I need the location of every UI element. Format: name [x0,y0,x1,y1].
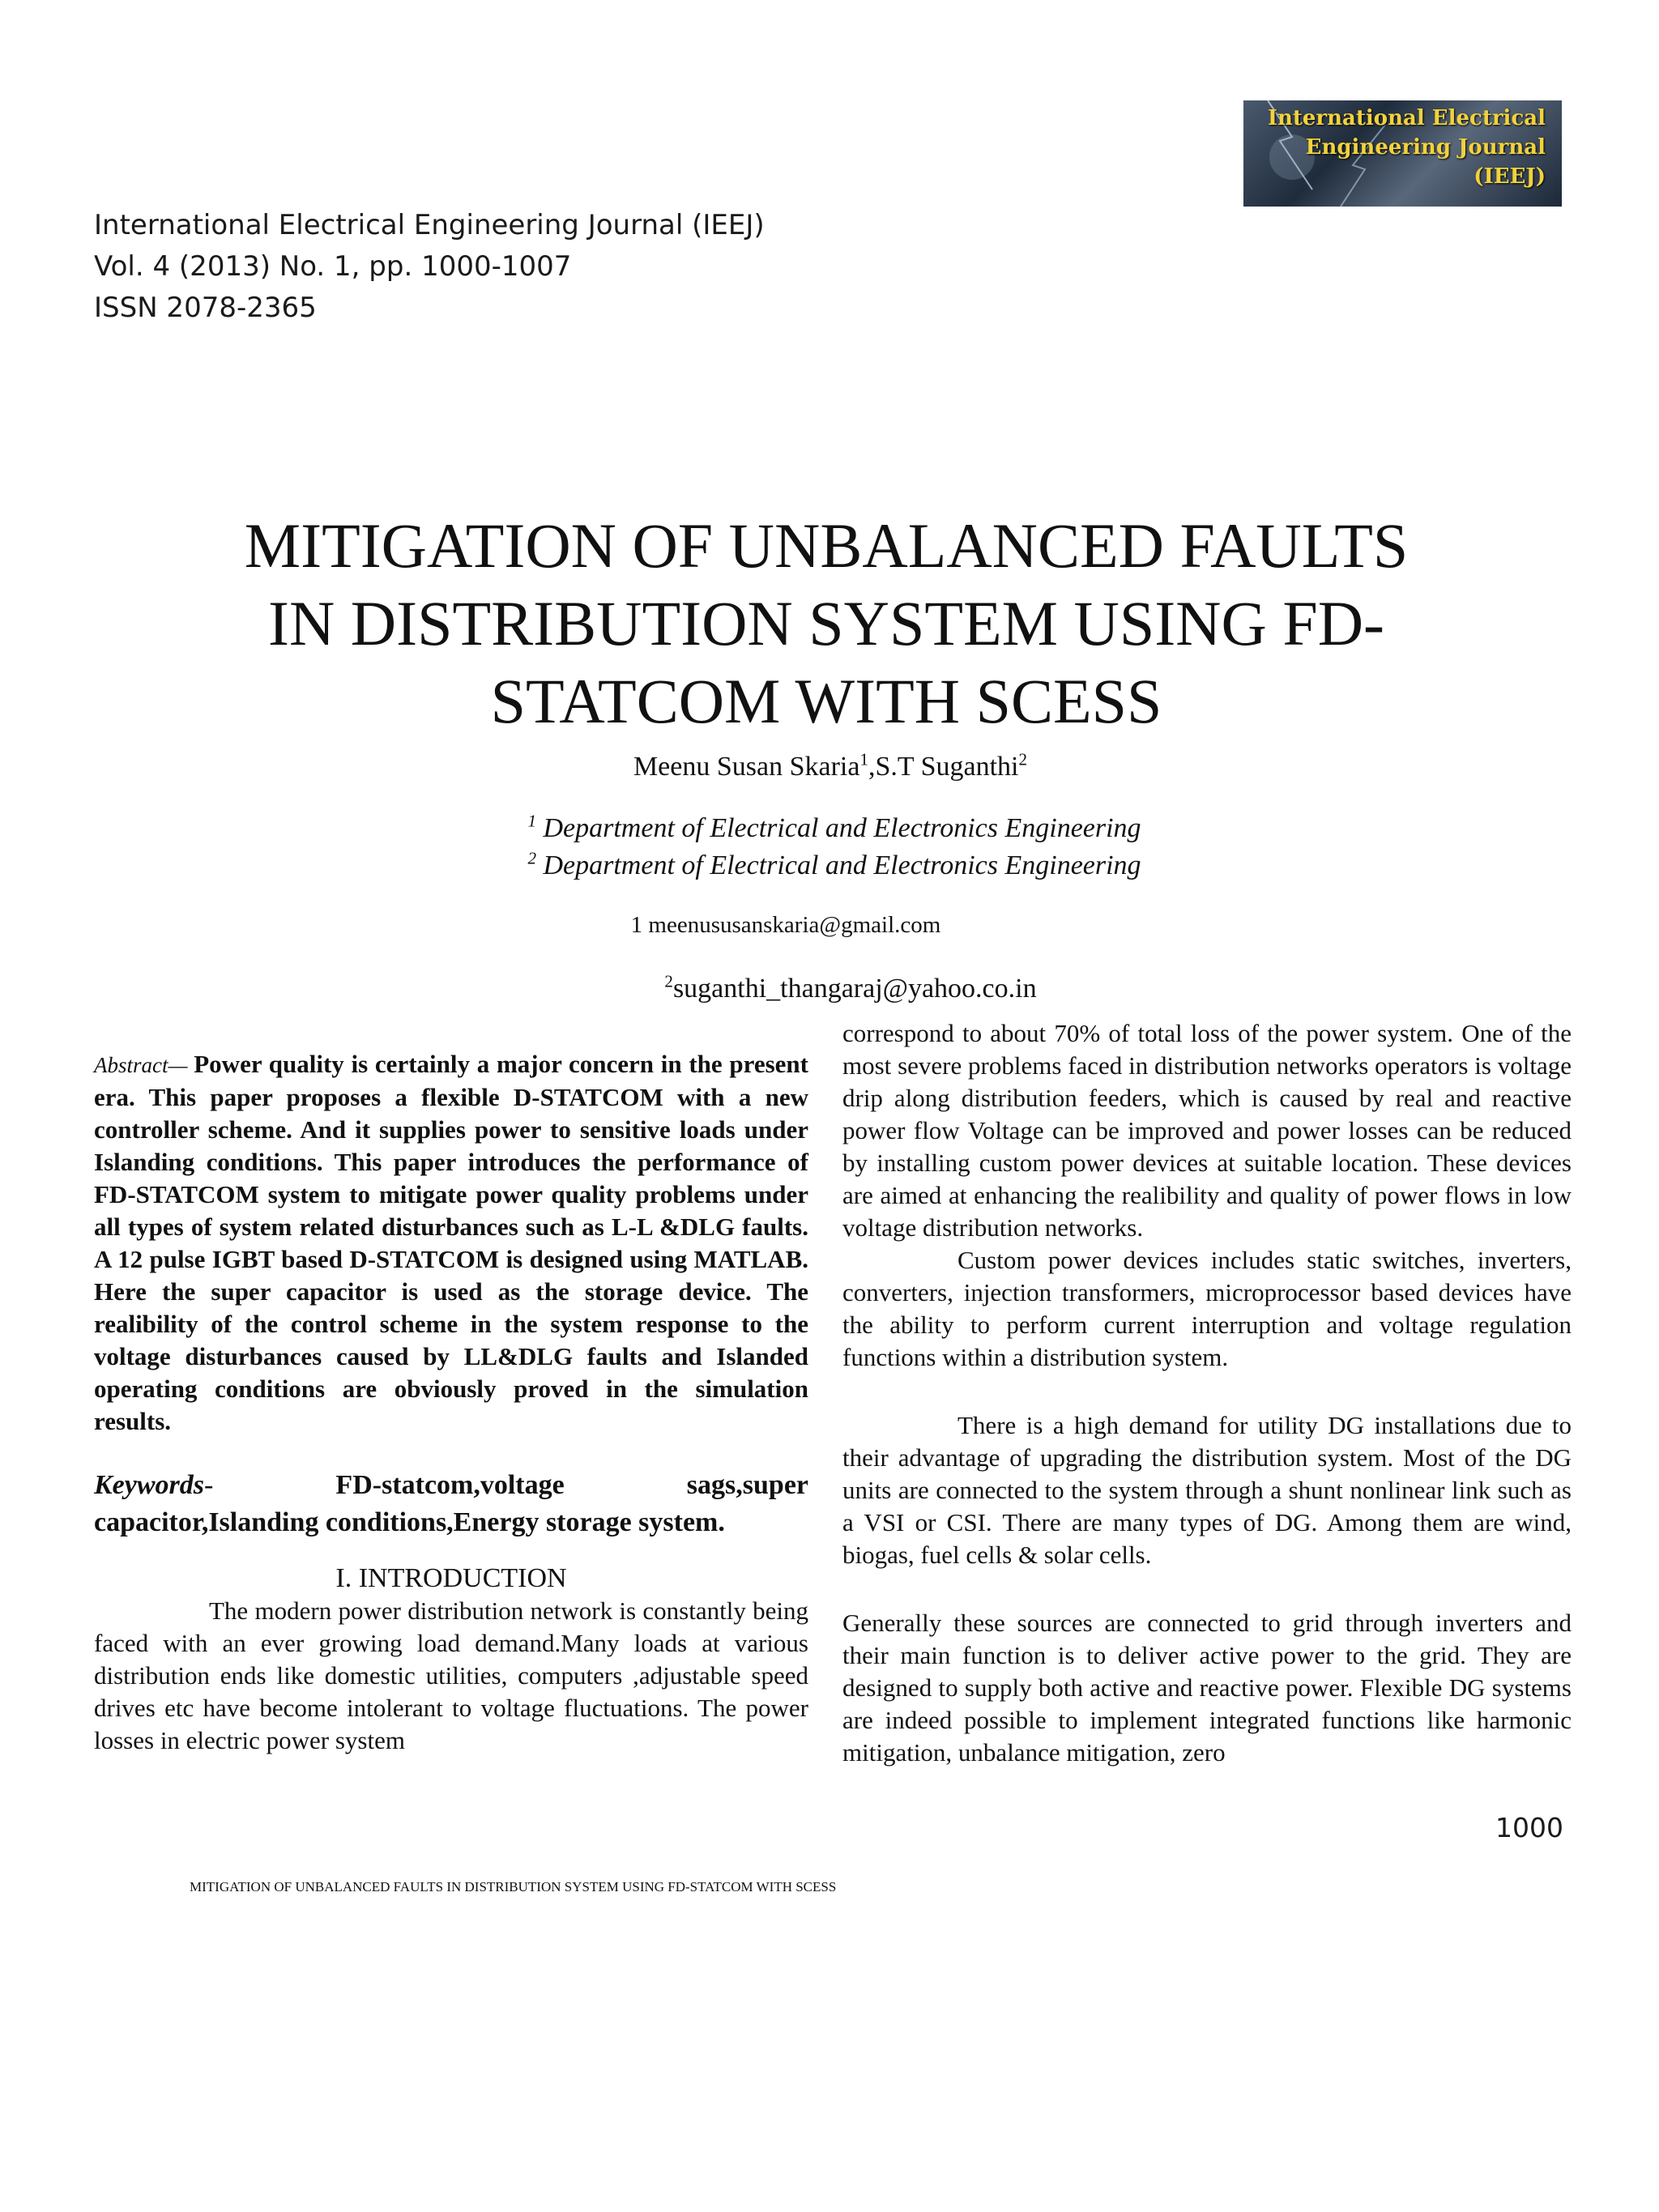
logo-wordmark [1268,104,1546,191]
email-2 [527,971,1175,1004]
logo-line-2: Engineering Journal [1305,135,1546,160]
logo-line-1: International Electrical [1267,106,1546,130]
page-footer: MITIGATION OF UNBALANCED FAULTS IN DISTRIBUTION SYSTEM USING FD-STATCOM WITH SCESS [190,1879,837,1894]
affiliation-2 [405,850,1264,881]
affiliation-2-mark: 2 [527,848,536,868]
introduction-paragraph-1: The modern power distribution network is constantly being faced with an ever growing load demand.Many loads at various distribution ends like domestic utilities, computers ,adjustable speed drives etc have become intolerant to voltage fluctuations. The power losses in electric power system [94,1596,808,1754]
abstract-label: Abstract [94,1053,168,1077]
right-column [842,1017,1572,1769]
section-heading-introduction: I. INTRODUCTION [335,1563,567,1593]
email-2-address: suganthi_thangaraj@yahoo.co.in [672,974,1037,1004]
keywords-label: Keywords [94,1470,204,1500]
abstract-text: Power quality is certainly a major concern in the present era. This paper proposes a flexible D-STATCOM with a new controller scheme. And it supplies power to sensitive loads under Islanding conditions. This paper introduces the performance of FD-STATCOM system to mitigate power quality problems under all types of system related disturbances such as L-L &DLG faults. A 12 pulse IGBT based D-STATCOM is designed using MATLAB. Here the super capacitor is used as the storage device. The realibility of the control scheme in the system response to the voltage disturbances caused by LL&DLG faults and Islanded operating conditions are obviously proved in the simulation results. [94,1050,809,1435]
author-list [486,749,1175,782]
left-column [94,1048,808,1757]
keywords-dash: - [204,1470,336,1500]
title-line-1: MITIGATION OF UNBALANCED FAULTS [244,510,1409,581]
title-line-2: IN DISTRIBUTION SYSTEM USING FD- [267,588,1385,658]
affiliation-2-text: Department of Electrical and Electronics Engineering [543,850,1141,880]
keywords-text: FD-statcom,voltage sags,super capacitor,Islanding conditions,Energy storage system. [94,1470,808,1537]
abstract-dash: — [168,1053,194,1077]
right-paragraph-4: Generally these sources are connected to grid through inverters and their main function is to deliver active power to the grid. They are designed to supply both active and reactive power. Flexible DG systems are indeed possible to implement integrated functions like harmonic mitigation, unbalance mitigation, zero [842,1609,1572,1767]
email-1: 1 meenususanskaria@gmail.com [630,912,941,938]
page-number: 1000 [1495,1812,1563,1843]
author-1-affiliation-mark: 1 [859,749,869,769]
paper-title [122,507,1531,740]
abstract [94,1048,808,1438]
right-paragraph-3: There is a high demand for utility DG installations due to their advantage of upgrading the distribution system. Most of the DG units are connected to the system through a shunt nonlinear link such as a VSI or CSI. There are many types of DG. Among them are wind, biogas, fuel cells & solar cells. [842,1411,1572,1569]
right-paragraph-1: correspond to about 70% of total loss of the power system. One of the most severe problems faced in distribution networks operators is voltage drip along distribution feeders, which is caused by real and reactive power flow Voltage can be improved and power losses can be reduced by installing custom power devices at suitable location. These devices are aimed at enhancing the realibility and quality of power flows in low voltage distribution networks. [842,1019,1572,1242]
journal-name: International Electrical Engineering Journal (IEEJ) [94,209,765,241]
author-separator: , [868,752,876,782]
email-2-mark: 2 [664,971,673,991]
affiliation-1-mark: 1 [527,811,536,831]
journal-volume: Vol. 4 (2013) No. 1, pp. 1000-1007 [94,250,572,283]
right-paragraph-2: Custom power devices includes static switches, inverters, converters, injection transformers, microprocessor based devices have the ability to perform current interruption and voltage regulation functions within a distribution system. [842,1246,1572,1371]
affiliation-1-text: Department of Electrical and Electronics Engineering [543,813,1141,843]
keywords [94,1467,808,1541]
affiliation-1 [405,813,1264,844]
journal-issn: ISSN 2078-2365 [94,292,317,324]
logo-line-3: (IEEJ) [1473,164,1546,189]
journal-header [94,205,765,329]
author-2: S.T Suganthi [875,752,1019,782]
author-2-affiliation-mark: 2 [1018,749,1028,769]
title-line-3: STATCOM WITH SCESS [490,666,1162,736]
journal-logo [1243,100,1562,207]
author-1: Meenu Susan Skaria [633,752,860,782]
